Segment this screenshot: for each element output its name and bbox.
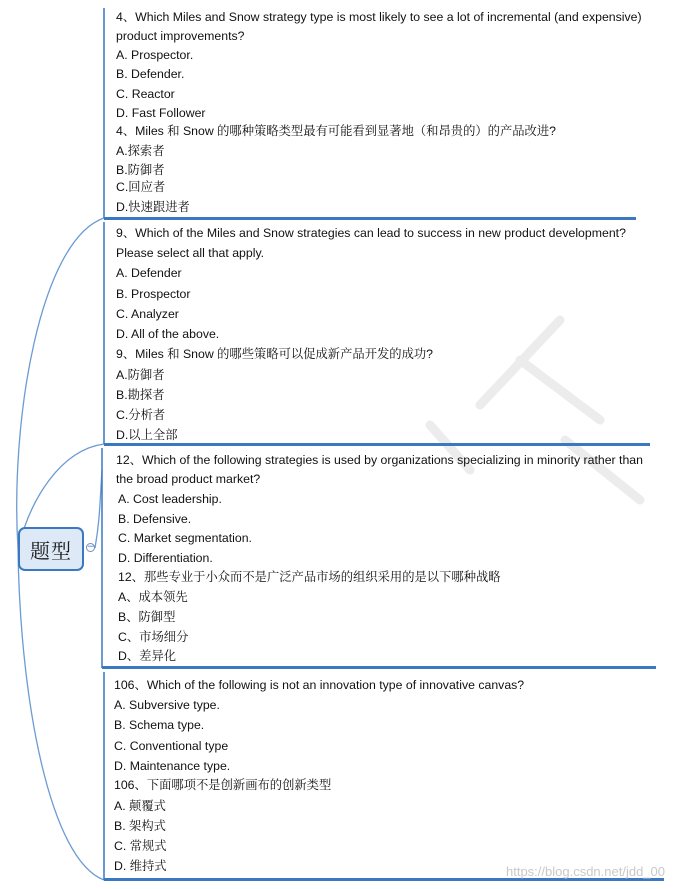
branch-1-line-8: A.探索者 [116,144,165,158]
branch-3-line-8: A、成本领先 [118,590,188,604]
branch-3-line-7: 12、那些专业于小众而不是广泛产品市场的组织采用的是以下哪种战略 [118,570,501,584]
branch-3-line-6: D. Differentiation. [118,551,213,565]
branch-4-line-5: D. Maintenance type. [114,759,231,773]
branch-2-line-1: 9、Which of the Miles and Snow strategies can lead to success in new product development? [116,226,626,240]
branch-3-line-10: C、市场细分 [118,630,189,644]
branch-4-line-4: C. Conventional type [114,739,229,753]
collapse-icon[interactable]: − [87,542,95,552]
connector-branch-4 [18,549,104,880]
branch-4-line-1: 106、Which of the following is not an innovation type of innovative canvas? [114,678,525,692]
branch-3-line-3: A. Cost leadership. [118,492,222,506]
branch-1-line-3: A. Prospector. [116,48,194,62]
branch-2-line-6: D. All of the above. [116,327,220,341]
root-topic-label: 题型 [30,538,72,563]
branch-1-line-9: B.防御者 [116,163,165,177]
branch-2-line-7: 9、Miles 和 Snow 的哪些策略可以促成新产品开发的成功? [116,347,434,361]
branch-3-line-1: 12、Which of the following strategies is used by organizations specializing in minority rather than [116,453,643,467]
branch-2-line-8: A.防御者 [116,368,165,382]
connector-branch-3 [95,470,102,548]
branch-2-line-3: A. Defender [116,266,182,280]
background-watermark-strokes [430,320,640,500]
branch-1-line-5: C. Reactor [116,87,175,101]
branch-4-line-3: B. Schema type. [114,718,205,732]
branch-3-line-4: B. Defensive. [118,512,192,526]
branch-4-line-10: D. 维持式 [114,859,167,873]
connector-branch-1 [17,218,104,549]
branch-3-line-9: B、防御型 [118,610,176,624]
branch-4-line-9: C. 常规式 [114,839,167,853]
branch-4-line-6: 106、下面哪项不是创新画布的创新类型 [114,778,332,792]
branch-1-line-4: B. Defender. [116,67,185,81]
branch-1-line-2: product improvements? [116,29,245,43]
branch-1-line-7: 4、Miles 和 Snow 的哪种策略类型最有可能看到显著地（和昂贵的）的产品改进? [116,124,556,138]
branch-2-line-11: D.以上全部 [116,428,178,442]
root-topic-node[interactable] [18,527,84,571]
branch-4-line-7: A. 颠覆式 [114,799,166,813]
branch-4-line-2: A. Subversive type. [114,698,220,712]
branch-3-line-11: D、差异化 [118,649,177,663]
branch-divider-2 [104,443,650,446]
branch-2-line-2: Please select all that apply. [116,246,265,260]
branch-4-line-8: B. 架构式 [114,819,166,833]
branch-1-line-10: C.回应者 [116,180,166,194]
branch-1-line-1: 4、Which Miles and Snow strategy type is most likely to see a lot of incremental (and expensive) [116,10,642,24]
branch-2-line-10: C.分析者 [116,408,166,422]
branch-3-line-5: C. Market segmentation. [118,531,252,545]
branch-2-line-5: C. Analyzer [116,307,179,321]
branch-divider-1 [104,217,636,220]
watermark-text: https://blog.csdn.net/jdd_00 [505,864,665,879]
branch-3-line-2: the broad product market? [116,472,261,486]
branch-2-line-4: B. Prospector [116,287,191,301]
branch-1-line-6: D. Fast Follower [116,106,206,120]
branch-1-line-11: D.快速跟进者 [116,200,190,214]
branch-divider-3 [102,666,656,669]
branch-2-line-9: B.勘探者 [116,388,165,402]
